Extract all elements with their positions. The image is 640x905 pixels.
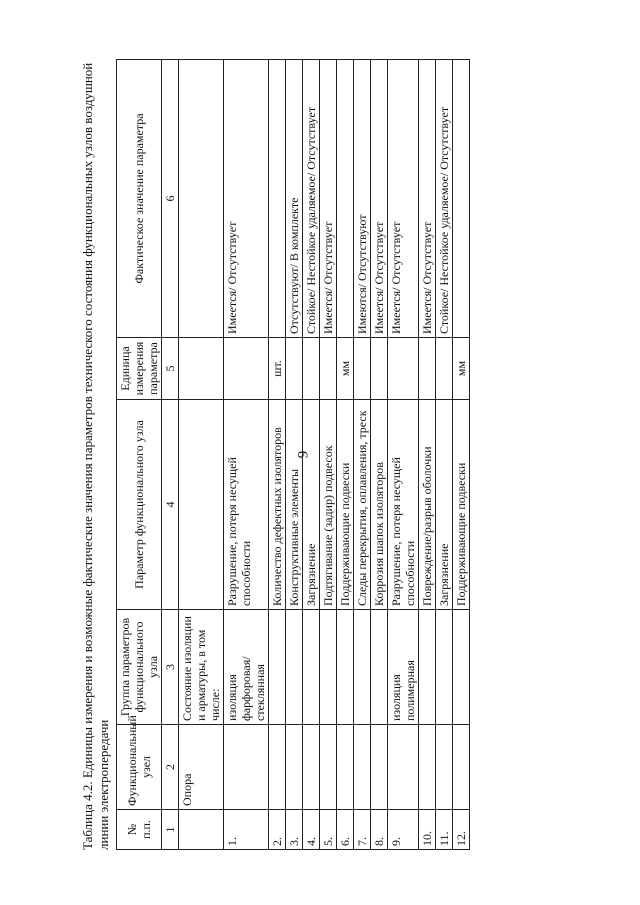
header-row (117, 60, 162, 850)
unit-cell (388, 338, 419, 400)
table-row (303, 60, 320, 850)
param-cell: Коррозия шапок изоляторов (371, 400, 388, 610)
value-cell (453, 60, 470, 338)
column-number: 2 (162, 725, 179, 810)
functional-node: Опора (179, 725, 224, 810)
param-cell: Поддерживающие подвески (453, 400, 470, 610)
param-cell: Повреждение/разрыв оболочки (419, 400, 436, 610)
group-cell (371, 610, 388, 725)
value-cell: Имеется/ Отсутствует (224, 60, 269, 338)
column-number: 3 (162, 610, 179, 725)
unit-cell (371, 338, 388, 400)
row-number: 3. (286, 810, 303, 850)
param-cell: Конструктивные элементы (286, 400, 303, 610)
unit-cell: мм (453, 338, 470, 400)
table-caption: Таблица 4.2. Единицы измерения и возможные фактические значения параметров технического состояния функциональных узлов воздушной линии электропередачи (80, 62, 111, 850)
unit-cell: шт. (269, 338, 286, 400)
group-cell (269, 610, 286, 725)
group-cell (453, 610, 470, 725)
unit-cell (286, 338, 303, 400)
unit-cell (354, 338, 371, 400)
value-cell (337, 60, 354, 338)
value-cell: Отсутствуют/ В комплекте (286, 60, 303, 338)
param-cell: Поддерживающие подвески (337, 400, 354, 610)
value-cell: Стойкое/ Нестойкое удаляемое/ Отсутствует (303, 60, 320, 338)
group-cell: Состояние изоляции и арматуры, в том числе: (179, 610, 224, 725)
unit-cell (436, 338, 453, 400)
unit-cell: мм (337, 338, 354, 400)
table-row (320, 60, 337, 850)
param-cell: Загрязнение (303, 400, 320, 610)
row-number: 10. (419, 810, 436, 850)
unit-cell (303, 338, 320, 400)
value-cell: Имеется/ Отсутствует (371, 60, 388, 338)
param-cell: Загрязнение (436, 400, 453, 610)
group-cell: изоляция полимерная (388, 610, 419, 725)
param-cell: Количество дефектных изоляторов (269, 400, 286, 610)
header-cell: Единица измерения параметра (117, 338, 162, 400)
param-cell: Подтягивание (задир) подвесок (320, 400, 337, 610)
row-number: 4. (303, 810, 320, 850)
value-cell: Имеется/ Отсутствует (419, 60, 436, 338)
header-cell: Параметр функционального узла (117, 400, 162, 610)
column-number: 5 (162, 338, 179, 400)
group-cell (354, 610, 371, 725)
value-cell: Имеются/ Отсутствуют (354, 60, 371, 338)
row-number: 12. (453, 810, 470, 850)
parameters-table (116, 59, 470, 850)
group-cell: изоляция фарфоровая/стеклянная (224, 610, 269, 725)
table-row (286, 60, 303, 850)
table-row (436, 60, 453, 850)
row-number: 8. (371, 810, 388, 850)
group-cell (286, 610, 303, 725)
page-number: 9 (295, 450, 312, 459)
column-number: 6 (162, 60, 179, 338)
row-number: 5. (320, 810, 337, 850)
value-cell: Имеется/ Отсутствует (320, 60, 337, 338)
row-number: 7. (354, 810, 371, 850)
table-row (419, 60, 436, 850)
row-number: 11. (436, 810, 453, 850)
rotated-page (80, 60, 620, 850)
row-number: 1. (224, 810, 269, 850)
header-cell: № п.п. (117, 810, 162, 850)
header-cell: Функциональный узел (117, 725, 162, 810)
table-row (269, 60, 286, 850)
row-number: 9. (388, 810, 419, 850)
group-cell (320, 610, 337, 725)
param-cell: Разрушение, потеря несущей способности (388, 400, 419, 610)
column-number: 4 (162, 400, 179, 610)
table-row (224, 60, 269, 850)
group-cell (436, 610, 453, 725)
header-cell: Группа параметров функционального узла (117, 610, 162, 725)
table-row (371, 60, 388, 850)
param-cell: Разрушение, потеря несущей способности (224, 400, 269, 610)
table-row (453, 60, 470, 850)
table-row (179, 60, 224, 850)
table-row (337, 60, 354, 850)
value-cell: Имеется/ Отсутствует (388, 60, 419, 338)
column-number: 1 (162, 810, 179, 850)
column-number-row (162, 60, 179, 850)
row-number: 6. (337, 810, 354, 850)
unit-cell (320, 338, 337, 400)
group-cell (303, 610, 320, 725)
unit-cell (224, 338, 269, 400)
row-number: 2. (269, 810, 286, 850)
group-cell (419, 610, 436, 725)
table-row (388, 60, 419, 850)
value-cell: Стойкое/ Нестойкое удаляемое/ Отсутствует (436, 60, 453, 338)
group-cell (337, 610, 354, 725)
param-cell: Следы перекрытия, оплавления, треск (354, 400, 371, 610)
value-cell (269, 60, 286, 338)
header-cell: Фактическое значение параметра (117, 60, 162, 338)
unit-cell (419, 338, 436, 400)
table-row (354, 60, 371, 850)
